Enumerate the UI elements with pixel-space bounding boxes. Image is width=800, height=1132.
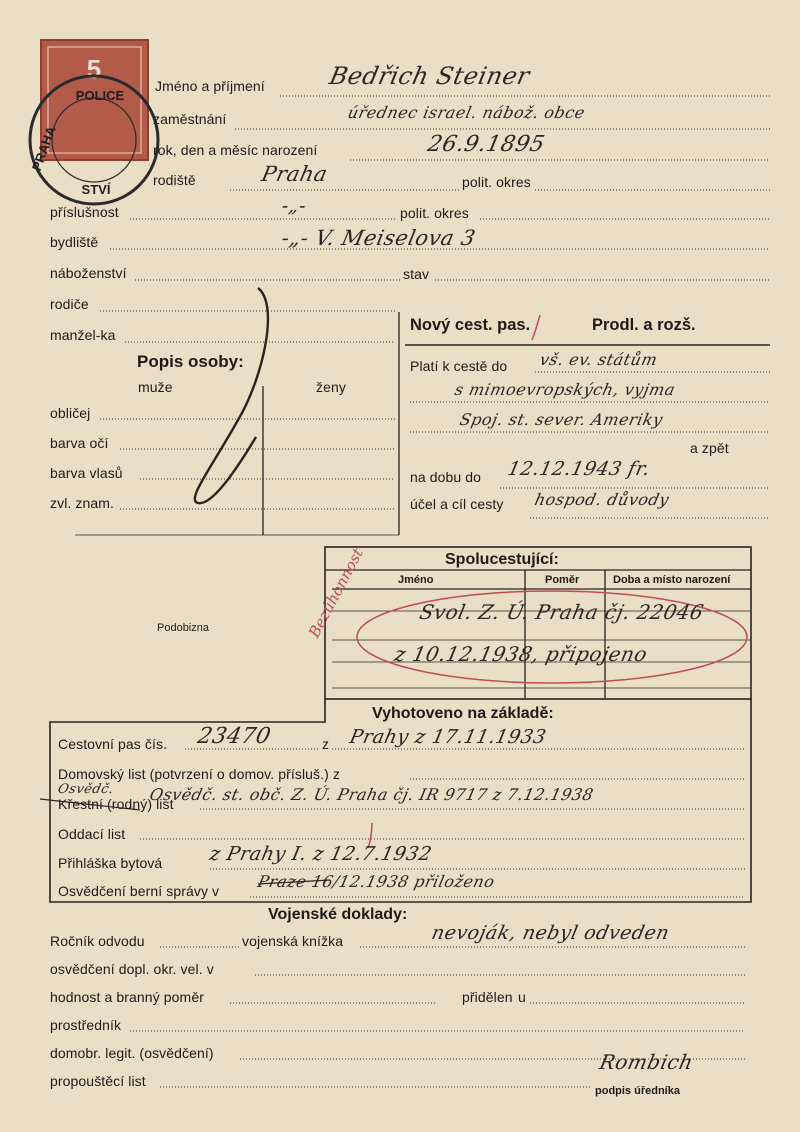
marks-label: zvl. znam. <box>50 495 115 511</box>
red-line-2: z 10.12.1938, připojeno <box>392 642 650 666</box>
birthdate-label: rok, den a měsíc narození <box>153 142 318 158</box>
baptism-value: Osvědč. st. obč. Z. Ú. Praha čj. IR 9717 z 7.12.1938 <box>147 785 596 804</box>
baptism-label: Křestní (rodný) list <box>58 796 174 812</box>
period-value: 12.12.1943 fr. <box>505 458 653 480</box>
portrait-label: Podobizna <box>157 622 209 634</box>
hair-label: barva vlasů <box>50 465 123 481</box>
booklet-label: vojenská knížka <box>242 933 344 949</box>
issued-passport-number: 23470 <box>195 724 274 749</box>
spouse-label: manžel-ka <box>50 327 116 343</box>
tax-label: Osvědčení berní správy v <box>58 883 220 899</box>
issued-passport-from-value: Prahy z 17.11.1933 <box>347 726 549 748</box>
birthplace-label: rodiště <box>153 172 196 188</box>
assigned-label: přidělen <box>462 989 513 1005</box>
residence-value: -„- V. Meiselova 3 <box>279 226 478 250</box>
red-side-note: Bezúhonnost <box>305 545 368 641</box>
face-label: obličej <box>50 405 91 421</box>
name-label: Jméno a příjmení <box>155 78 265 94</box>
military-title: Vojenské doklady: <box>268 906 408 923</box>
homeland-label: Domovský list (potvrzení o domov. přísluš.) z <box>58 766 340 782</box>
nationality-label: příslušnost <box>50 204 119 220</box>
companions-title: Spolucestující: <box>445 551 559 568</box>
issued-title: Vyhotoveno na základě: <box>372 705 554 722</box>
residence-report-label: Přihláška bytová <box>58 855 163 871</box>
valid-value-2: s mimoevropských, vyjma <box>452 380 678 399</box>
period-label: na dobu do <box>410 469 482 485</box>
stamp-denomination: 5 <box>86 54 102 84</box>
baptism-correction: Osvědč. <box>56 782 116 797</box>
year-label: Ročník odvodu <box>50 933 145 949</box>
eyes-label: barva očí <box>50 435 109 451</box>
issued-passport-label: Cestovní pas čís. <box>58 736 168 752</box>
return-label: a zpět <box>690 440 729 456</box>
booklet-value: nevoják, nebyl odveden <box>429 922 672 944</box>
polit-okres2-label: polit. okres <box>400 205 469 221</box>
religion-label: náboženství <box>50 265 127 281</box>
official-signature: Rombich <box>597 1050 696 1074</box>
tax-value: Praze 16/12.1938 přiloženo <box>255 872 497 891</box>
revenue-stamp <box>29 40 158 204</box>
companions-col-relation: Poměr <box>545 574 580 586</box>
assigned-at-label: u <box>518 989 526 1005</box>
red-line-1: Svol. Z. Ú. Praha čj. 22046 <box>417 600 707 624</box>
valid-value-3: Spoj. st. sever. Ameriky <box>457 410 665 429</box>
polit-okres-label: polit. okres <box>462 174 531 190</box>
employment-label: zaměstnání <box>153 111 227 127</box>
stamp-text-bottom: STVÍ <box>81 182 111 197</box>
issued-passport-from-label: z <box>322 736 330 752</box>
legion-label: domobr. legit. (osvědčení) <box>50 1045 214 1061</box>
description-female: ženy <box>316 379 346 395</box>
parents-label: rodiče <box>50 296 89 312</box>
companions-col-birth: Doba a místo narození <box>613 574 731 586</box>
name-value: Bedřich Steiner <box>327 62 533 90</box>
purpose-label: účel a cíl cesty <box>410 496 504 512</box>
valid-label: Platí k cestě do <box>410 358 508 374</box>
release-label: propouštěcí list <box>50 1073 146 1089</box>
rank-label: hodnost a branný poměr <box>50 989 204 1005</box>
residence-report-value: z Prahy I. z 12.7.1932 <box>207 843 434 865</box>
status-label: stav <box>403 266 430 282</box>
stamp-text-top: POLICE <box>75 88 125 103</box>
extra-label: osvědčení dopl. okr. vel. v <box>50 961 214 977</box>
companions-col-name: Jméno <box>398 574 434 586</box>
marriage-label: Oddací list <box>58 826 126 842</box>
birthplace-value: Praha <box>259 162 330 186</box>
renew-passport-label: Prodl. a rozš. <box>592 316 696 334</box>
stamp-text-left: PRAHA <box>28 124 59 173</box>
intermediary-label: prostředník <box>50 1017 122 1033</box>
employment-value: úřednec israel. nábož. obce <box>345 103 587 122</box>
description-male: muže <box>138 379 173 395</box>
birthdate-value: 26.9.1895 <box>425 132 548 157</box>
valid-value-1: vš. ev. státům <box>537 350 660 369</box>
description-title: Popis osoby: <box>137 352 244 371</box>
nationality-value: -„- <box>279 195 309 217</box>
residence-label: bydliště <box>50 234 99 250</box>
new-passport-label: Nový cest. pas. <box>410 316 531 334</box>
purpose-value: hospod. důvody <box>532 490 671 509</box>
signature-caption: podpis úředníka <box>595 1085 680 1097</box>
